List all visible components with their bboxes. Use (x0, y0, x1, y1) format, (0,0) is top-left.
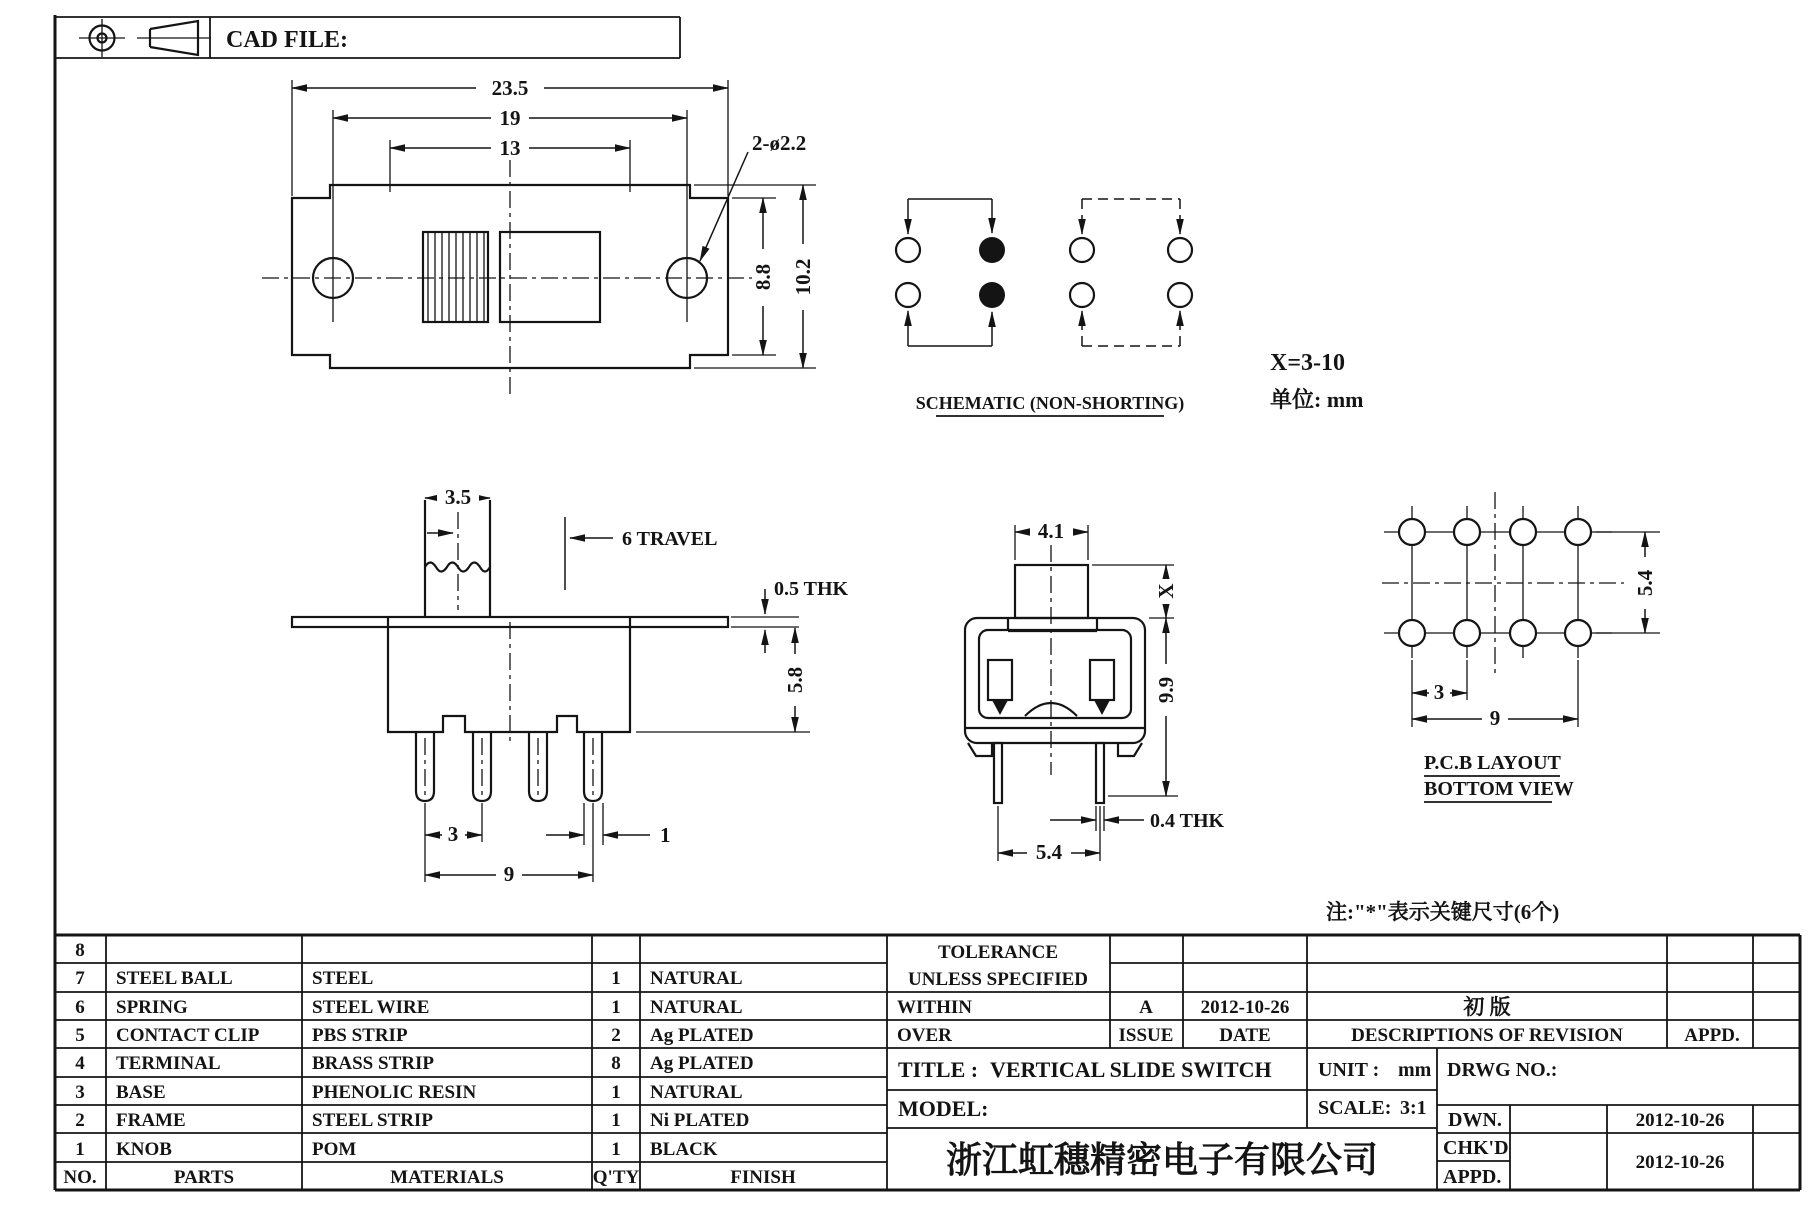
row-no: 1 (75, 1139, 85, 1160)
row-finish: Ag PLATED (650, 1025, 754, 1046)
dim-13: 13 (499, 136, 521, 160)
pcb-hole (1399, 519, 1425, 545)
dim-8-8: 8.8 (751, 263, 775, 291)
pcb-hole (1510, 519, 1536, 545)
row-parts: FRAME (116, 1110, 186, 1131)
chkd-date: 2012-10-26 (1635, 1152, 1725, 1173)
x-range-note: X=3-10 (1270, 350, 1345, 376)
col-header-no: NO. (63, 1167, 97, 1188)
row-no: 4 (75, 1053, 85, 1074)
dwn-date: 2012-10-26 (1635, 1110, 1725, 1131)
row-finish: NATURAL (650, 968, 743, 989)
active-contact-dot (979, 282, 1005, 308)
tolerance-line1: TOLERANCE (937, 942, 1059, 963)
row-qty: 2 (611, 1025, 621, 1046)
col-header-parts: PARTS (173, 1167, 235, 1188)
row-finish: Ag PLATED (650, 1053, 754, 1074)
model-label: MODEL: (898, 1096, 989, 1121)
dim-10-2: 10.2 (791, 258, 815, 296)
travel-note: 6 TRAVEL (622, 528, 718, 550)
dim-3: 3 (447, 822, 459, 846)
pcb-layout-view (1382, 492, 1660, 802)
row-no: 3 (75, 1082, 85, 1103)
row-materials: STEEL (312, 968, 374, 989)
dim-9-pcb: 9 (1489, 706, 1501, 730)
row-qty: 1 (611, 1110, 621, 1131)
row-materials: PBS STRIP (312, 1025, 408, 1046)
pcb-layout-label: P.C.B LAYOUT (1424, 752, 1561, 774)
row-materials: BRASS STRIP (312, 1053, 434, 1074)
title-block (897, 942, 1740, 1188)
dim-5-4-side: 5.4 (1035, 840, 1063, 864)
issue-label: ISSUE (1118, 1025, 1174, 1046)
key-dimension-note: 注:"*"表示关键尺寸(6个) (1326, 900, 1560, 924)
issue-value: A (1139, 997, 1153, 1018)
row-materials: STEEL WIRE (312, 997, 430, 1018)
body-outline (965, 618, 1145, 743)
col-header-qty: Q'TY (592, 1167, 640, 1188)
first-angle-projection-icon (79, 19, 125, 57)
row-finish: NATURAL (650, 1082, 743, 1103)
front-view (292, 485, 849, 886)
dim-x: X (1154, 583, 1178, 599)
parts-table (63, 940, 796, 1188)
row-qty: 1 (611, 1139, 621, 1160)
row-no: 8 (75, 940, 85, 961)
pcb-hole (1565, 620, 1591, 646)
dim-5-4-pcb: 5.4 (1633, 569, 1657, 597)
unit-value: mm (1398, 1059, 1432, 1081)
dim-4-1: 4.1 (1037, 519, 1065, 543)
thk-0-5-note: 0.5 THK (774, 578, 849, 600)
dim-9-9: 9.9 (1154, 676, 1178, 704)
schematic-label: SCHEMATIC (NON-SHORTING) (915, 393, 1185, 413)
over-label: OVER (897, 1025, 952, 1046)
row-parts: KNOB (116, 1139, 172, 1160)
scale-value: 3:1 (1400, 1097, 1427, 1119)
pcb-hole (1399, 620, 1425, 646)
dim-1: 1 (660, 823, 671, 847)
dim-holes: 2-ø2.2 (752, 131, 807, 155)
thk-0-4-note: 0.4 THK (1150, 810, 1225, 832)
row-materials: POM (312, 1139, 357, 1160)
contact-post (1090, 660, 1114, 700)
row-parts: BASE (116, 1082, 166, 1103)
active-contact-dot (979, 237, 1005, 263)
row-parts: TERMINAL (116, 1053, 221, 1074)
knob-body (500, 232, 600, 322)
pin (994, 743, 1002, 803)
cone-projection-icon (137, 21, 211, 55)
title-label: TITLE : (898, 1057, 979, 1082)
date-label: DATE (1219, 1025, 1271, 1046)
side-view (965, 519, 1225, 864)
revision-value: 初 版 (1463, 995, 1511, 1019)
unit-note: 单位: mm (1270, 387, 1364, 412)
row-no: 2 (75, 1110, 85, 1131)
row-materials: STEEL STRIP (312, 1110, 433, 1131)
within-label: WITHIN (897, 997, 972, 1018)
row-parts: STEEL BALL (116, 968, 233, 989)
revision-date: 2012-10-26 (1200, 997, 1290, 1018)
row-qty: 1 (611, 997, 621, 1018)
pin (1096, 743, 1104, 803)
dim-23-5: 23.5 (491, 76, 529, 100)
row-qty: 1 (611, 1082, 621, 1103)
dwn-label: DWN. (1448, 1109, 1502, 1131)
row-no: 6 (75, 997, 85, 1018)
row-finish: Ni PLATED (650, 1110, 750, 1131)
row-finish: BLACK (650, 1139, 718, 1160)
col-header-materials: MATERIALS (390, 1167, 504, 1188)
row-parts: SPRING (116, 997, 188, 1018)
row-finish: NATURAL (650, 997, 743, 1018)
row-no: 5 (75, 1025, 85, 1046)
title-value: VERTICAL SLIDE SWITCH (990, 1057, 1272, 1082)
dim-5-8: 5.8 (783, 666, 807, 694)
row-qty: 8 (611, 1053, 621, 1074)
col-header-finish: FINISH (730, 1167, 796, 1188)
pcb-hole (1454, 620, 1480, 646)
pcb-hole (1454, 519, 1480, 545)
row-qty: 1 (611, 968, 621, 989)
row-parts: CONTACT CLIP (116, 1025, 260, 1046)
pcb-bottom-view-label: BOTTOM VIEW (1424, 778, 1574, 800)
chkd-label: CHK'D (1443, 1137, 1509, 1159)
contact-post (988, 660, 1012, 700)
row-materials: PHENOLIC RESIN (312, 1082, 477, 1103)
drwg-no-label: DRWG NO.: (1447, 1059, 1558, 1081)
company-name: 浙江虹穗精密电子有限公司 (945, 1140, 1379, 1180)
dim-3-5: 3.5 (444, 485, 472, 509)
pcb-hole (1510, 620, 1536, 646)
top-view (262, 76, 816, 396)
pcb-hole (1565, 519, 1591, 545)
appd-row-label: APPD. (1443, 1166, 1502, 1188)
dim-3-pcb: 3 (1433, 680, 1445, 704)
dim-19: 19 (499, 106, 521, 130)
appd-col-label: APPD. (1684, 1025, 1740, 1046)
row-no: 7 (75, 968, 85, 989)
dim-9: 9 (503, 862, 515, 886)
revision-label: DESCRIPTIONS OF REVISION (1351, 1025, 1623, 1046)
unit-label: UNIT : (1318, 1059, 1380, 1081)
tolerance-line2: UNLESS SPECIFIED (907, 969, 1089, 990)
schematic-view (896, 199, 1192, 416)
cad-file-label: CAD FILE: (226, 27, 349, 53)
scale-label: SCALE: (1318, 1097, 1392, 1119)
